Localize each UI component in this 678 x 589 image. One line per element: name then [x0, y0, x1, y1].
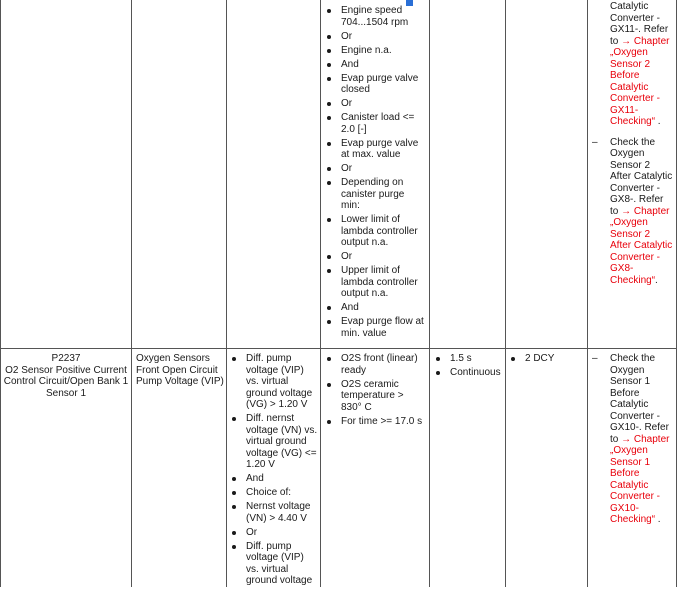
- enable-condition-item: O2S ceramic temperature > 830° C: [326, 379, 426, 414]
- action-text: Converter -: [610, 410, 661, 422]
- monitoring-item: Or: [231, 527, 319, 539]
- chapter-link-text[interactable]: Checking“: [610, 116, 656, 127]
- chapter-link-text[interactable]: Before: [610, 468, 640, 479]
- fault-code: P2237: [51, 353, 81, 364]
- chapter-link[interactable]: → Chapter: [621, 205, 670, 217]
- chapter-link-text[interactable]: GX8-: [610, 263, 634, 274]
- action-line: [610, 275, 676, 287]
- chapter-link-text[interactable]: Sensor 2: [610, 58, 651, 70]
- action-line: [610, 13, 676, 25]
- action-text: GX11-. Refer: [610, 24, 669, 35]
- enable-condition-item: O2S front (linear) ready: [326, 353, 426, 376]
- monitoring-strategy-cell: [231, 353, 319, 589]
- chapter-link-text[interactable]: „Oxygen: [610, 445, 648, 456]
- action-line: [610, 353, 676, 365]
- fault-description: O2 Sensor Positive Current Control Circuit/Open Bank 1 Sensor 1: [3, 364, 129, 399]
- action-item: [590, 1, 676, 128]
- chapter-link[interactable]: → Chapter: [621, 433, 670, 445]
- enable-condition-item: Canister load <= 2.0 [-]: [326, 112, 424, 135]
- enable-condition-item: Upper limit of lambda controller output n.a.: [326, 265, 424, 300]
- action-line: [610, 399, 676, 411]
- action-text: Converter -: [610, 182, 661, 194]
- enable-condition-item: And: [326, 302, 424, 314]
- enable-condition-item: Engine n.a.: [326, 45, 424, 57]
- action-line: [610, 47, 676, 59]
- column-divider: [505, 0, 506, 587]
- action-text: After Catalytic: [610, 171, 673, 182]
- action-line: [610, 503, 676, 515]
- action-punctuation: .: [655, 514, 661, 525]
- dash-marker: –: [592, 136, 598, 148]
- action-line: [610, 24, 676, 36]
- monitoring-item: Diff. pump voltage (VIP) vs. virtual ground voltage: [231, 541, 319, 587]
- chapter-link-text[interactable]: GX10-: [610, 502, 639, 514]
- column-divider: [429, 0, 430, 587]
- action-line: [610, 148, 676, 160]
- action-text: Oxygen: [610, 148, 645, 159]
- action-line: [610, 1, 676, 13]
- time-required-item: Continuous: [435, 367, 505, 379]
- enable-condition-item: Or: [326, 98, 424, 110]
- action-text: Oxygen: [610, 364, 645, 376]
- chapter-link-text[interactable]: GX11-: [610, 104, 639, 116]
- enable-condition-item: Lower limit of lambda controller output n.a.: [326, 214, 424, 249]
- action-item: [590, 137, 676, 287]
- column-divider: [131, 0, 132, 587]
- enable-condition-item: Or: [326, 163, 424, 175]
- action-line: [610, 376, 676, 388]
- chapter-link-text[interactable]: Catalytic: [610, 81, 649, 93]
- column-divider: [226, 0, 227, 587]
- action-line: [610, 116, 676, 128]
- action-line: [610, 70, 676, 82]
- chapter-link-text[interactable]: Checking“: [610, 514, 656, 525]
- action-item: [590, 353, 676, 526]
- action-punctuation: .: [655, 274, 658, 286]
- chapter-link-text[interactable]: Checking“: [610, 274, 656, 286]
- action-line: [610, 240, 676, 252]
- enable-condition-item: Or: [326, 31, 424, 43]
- chapter-link-text[interactable]: „Oxygen: [610, 47, 648, 58]
- enable-condition-item: Engine speed 704...1504 rpm: [326, 5, 424, 28]
- monitoring-item: And: [231, 473, 319, 485]
- action-line: [610, 480, 676, 492]
- monitoring-item: Diff. pump voltage (VIP) vs. virtual ground voltage (VG) > 1.20 V: [231, 353, 319, 411]
- mil-illumination-cell: [510, 353, 586, 367]
- action-line: [610, 82, 676, 94]
- action-text: to: [610, 433, 622, 445]
- monitoring-item: Choice of:: [231, 487, 319, 499]
- error-type: Oxygen Sensors Front Open Circuit Pump Voltage (VIP): [136, 353, 224, 387]
- action-line: [610, 365, 676, 377]
- action-text: Converter -: [610, 12, 661, 24]
- time-required-cell: [435, 353, 505, 381]
- monitoring-item: Diff. nernst voltage (VN) vs. virtual ground voltage (VG) <= 1.20 V: [231, 413, 319, 471]
- action-line: [610, 217, 676, 229]
- column-divider: [587, 0, 588, 587]
- action-line: [610, 229, 676, 241]
- action-line: [610, 137, 676, 149]
- action-text: Sensor 1: [610, 376, 651, 387]
- action-line: [610, 36, 676, 48]
- action-line: [610, 514, 676, 526]
- column-divider: [320, 0, 321, 587]
- top-row-enable-conditions: [326, 5, 424, 342]
- action-line: [610, 491, 676, 503]
- action-line: [610, 194, 676, 206]
- fault-code-cell: [3, 353, 129, 399]
- action-line: [610, 411, 676, 423]
- action-punctuation: .: [655, 116, 661, 127]
- enable-condition-item: Evap purge valve at max. value: [326, 138, 424, 161]
- action-line: [610, 59, 676, 71]
- table-border-left: [0, 0, 1, 587]
- action-line: [610, 388, 676, 400]
- action-line: [610, 263, 676, 275]
- enable-condition-item: Depending on canister purge min:: [326, 177, 424, 212]
- chapter-link[interactable]: → Chapter: [621, 35, 670, 47]
- top-row-actions: [590, 1, 676, 295]
- dash-marker: –: [592, 353, 598, 364]
- action-line: [610, 93, 676, 105]
- monitoring-item: Nernst voltage (VN) > 4.40 V: [231, 501, 319, 524]
- row-divider: [0, 348, 677, 349]
- action-text: Catalytic: [610, 1, 649, 12]
- enable-condition-item: For time >= 17.0 s: [326, 416, 426, 428]
- action-line: [610, 468, 676, 480]
- action-text: Before: [610, 387, 640, 399]
- chapter-link-text[interactable]: After Catalytic: [610, 240, 673, 251]
- action-text: to: [610, 35, 622, 47]
- action-text: GX10-. Refer: [610, 422, 669, 433]
- enable-condition-item: Or: [326, 251, 424, 263]
- error-type-cell: [136, 353, 224, 388]
- action-line: [610, 457, 676, 469]
- action-text: to: [610, 205, 622, 217]
- action-text: Sensor 2: [610, 159, 651, 171]
- chapter-link-text[interactable]: Converter -: [610, 251, 661, 263]
- action-text: GX8-. Refer: [610, 194, 664, 205]
- chapter-link-text[interactable]: „Oxygen: [610, 217, 648, 228]
- action-line: [610, 160, 676, 172]
- enable-condition-item: Evap purge valve closed: [326, 73, 424, 96]
- mil-item: 2 DCY: [510, 353, 586, 365]
- time-required-item: 1.5 s: [435, 353, 505, 365]
- chapter-link-text[interactable]: Sensor 1: [610, 456, 651, 468]
- action-line: [610, 183, 676, 195]
- action-text: Check the: [610, 353, 656, 364]
- action-line: [610, 422, 676, 434]
- action-line: [610, 252, 676, 264]
- enable-conditions-cell: [326, 353, 426, 430]
- action-line: [610, 206, 676, 218]
- enable-condition-item: Evap purge flow at min. value: [326, 316, 424, 339]
- chapter-link-text[interactable]: Before: [610, 70, 640, 81]
- chapter-link-text[interactable]: Converter -: [610, 491, 661, 502]
- chapter-link-text[interactable]: Catalytic: [610, 479, 649, 491]
- action-line: [610, 445, 676, 457]
- table-border-right: [676, 0, 677, 587]
- chapter-link-text[interactable]: Converter -: [610, 93, 661, 104]
- enable-condition-item: And: [326, 59, 424, 71]
- action-text: Catalytic: [610, 399, 649, 410]
- chapter-link-text[interactable]: Sensor 2: [610, 228, 651, 240]
- action-line: [610, 434, 676, 446]
- action-text: Check the: [610, 136, 656, 148]
- action-line: [610, 171, 676, 183]
- row-actions-cell: [590, 353, 676, 535]
- action-line: [610, 105, 676, 117]
